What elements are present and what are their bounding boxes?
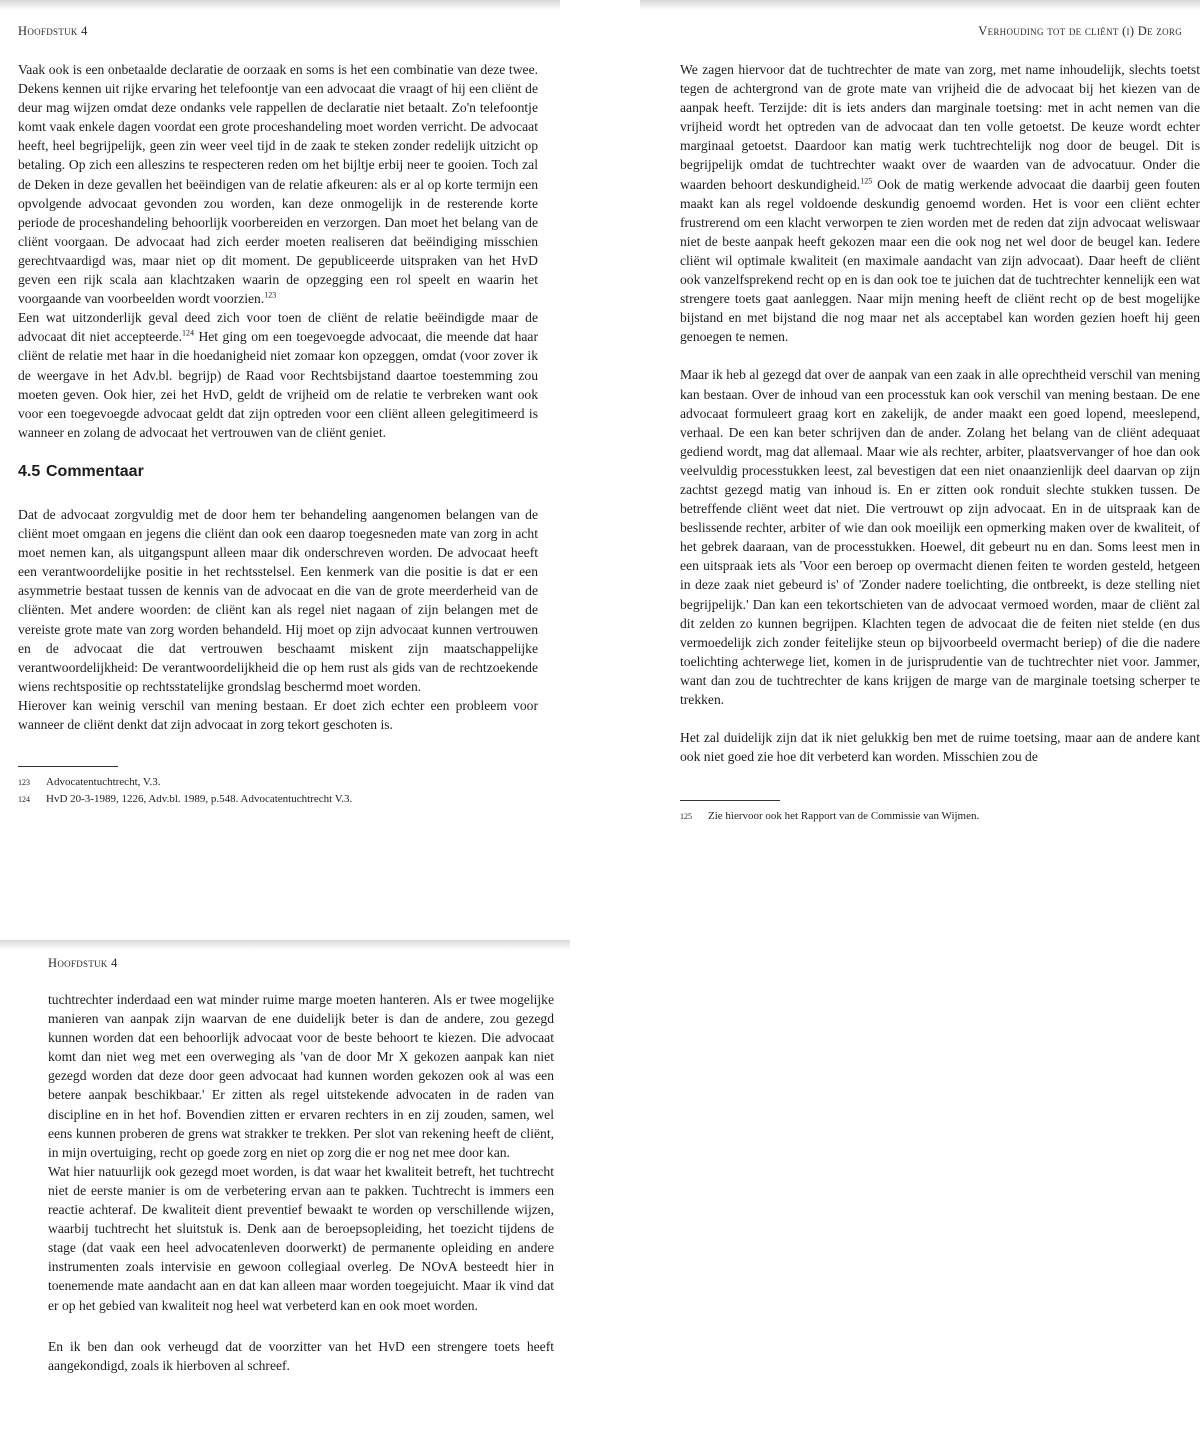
- paragraph: Maar ik heb al gezegd dat over de aanpak van een zaak in alle oprechtheid verschil van mening kan bestaan. Over de inhoud van een processtuk kan ook verschil van mening bestaan. De ene advocaat formuleert graag kort en zakelijk, de ander maakt een goed lopend, meeslepend, verhaal. De een kan beter schrijven dan de ander. Zolang het belang van de cliënt adequaat gediend wordt, mag dat allemaal. Maar wie als rechter, arbiter, plaatsvervanger of hoe dan ook veelvuldig processtukken leest, zal bevestigen dat een niet onaanzienlijk deel daarvan op zijn zachtst gezegd matig van inhoud is. En er zitten ook ronduit slechte stukken tussen. De betreffende cliënt weet dat niet. Die vertrouwt op zijn advocaat. En in de uitspraak kan de beslissende rechter, arbiter of wie dan ook moeilijk een opmerking maken over de kwaliteit, of het gebrek daaraan, van de processtukken. Hoewel, dit gebeurt nu en dan. Soms leest men in een uitspraak iets als 'Voor een beroep op overmacht dienen feiten te worden gesteld, hetgeen in deze zaak niet gebeurd is' of 'Zonder nadere toelichting, die ontbreekt, is deze stelling niet begrijpelijk.' Dan kan een tekortschieten van de advocaat vermoed worden, maar de cliënt zal dit zelden zo kunnen begrijpen. Klachten tegen de advocaat die de feiten niet stelde (en dus vermoedelijk zich zonder feitelijke steun op bijvoorbeeld overmacht beriep) of die die nadere toelichting achterwege liet, komen in de jurisprudentie van de tuchtrechter niet voor. Jammer, want dan zou de tuchtrechter de kans krijgen de marge van de marginale toetsing scherper te trekken.: [680, 367, 1200, 707]
- page-body: [680, 60, 1200, 766]
- footnote-ref: 123: [264, 290, 277, 300]
- footnote-rule: [680, 800, 780, 801]
- footnote-ref: 125: [860, 176, 873, 186]
- footnote: [18, 792, 538, 807]
- running-head: Verhouding tot de cliënt (i) De zorg: [978, 24, 1182, 38]
- page-body: [48, 990, 554, 1375]
- section-heading: [18, 462, 538, 481]
- footnote-rule: [18, 766, 118, 767]
- paragraph-text: We zagen hiervoor dat de tuchtrechter de mate van zorg, met name inhoudelijk, slechts toetst tegen de achtergrond van de grote mate van vrijheid die de advocaat bij het kiezen van de aanpak heeft. Terzijde: dit is iets anders dan marginale toetsing: met in acht nemen van die vrijheid wordt het optreden van de advocaat dan ten volle getoetst. De keuze wordt echter marginaal getoetst. Daardoor kan matig werk tuchtrechtelijk nog door de beugel. Dit is begrijpelijk omdat de tuchtrechter waakt over de waarden van de advocatuur. Onder die waarden behoort deskundigheid.: [680, 62, 1200, 192]
- footnotes: [18, 766, 538, 807]
- paragraph: [18, 60, 538, 308]
- page-edge-shadow: [0, 940, 570, 950]
- paragraph: En ik ben dan ook verheugd dat de voorzitter van het HvD een strengere toets heeft aangekondigd, zoals ik hierboven al schreef.: [48, 1338, 554, 1373]
- paragraph: [18, 308, 538, 442]
- running-head: Hoofdstuk 4: [18, 24, 88, 38]
- paragraph-text: Vaak ook is een onbetaalde declaratie de oorzaak en soms is het een combinatie van deze twee. Dekens kennen uit rijke ervaring het telefoontje van een advocaat die vraagt of hij een cliënt de deur mag wijzen omdat deze ondanks vele rappellen de declaratie niet betaalt. Zo'n telefoontje komt vaak enkele dagen voordat een grote proceshandeling moet worden verricht. De advocaat heeft, heel begrijpelijk, geen zin weer veel tijd in de zaak te steken zonder redelijk uitzicht op betaling. Op zich een alleszins te respecteren reden om het bijltje erbij neer te gooien. Toch zal de Deken in deze gevallen het beëindigen van de relatie afkeuren: als er al op korte termijn een opvolgende advocaat gevonden zou worden, kan deze onmogelijk in de resterende korte periode de proceshandeling behoorlijk voorbereiden en verzorgen. Dan moet het belang van de cliënt voorgaan. De advocaat had zich eerder moeten realiseren dat beëindiging misschien gerechtvaardigd was, maar niet op dit moment. De gepubliceerde uitspraken van het HvD geven een rijk scala aan klachtzaken waarin de opzegging een rol speelt en waarin het voorgaande van voorbeelden wordt voorzien.: [18, 62, 538, 307]
- page-body: [18, 60, 538, 734]
- section-number: 4.5: [18, 462, 41, 480]
- paragraph: Hierover kan weinig verschil van mening bestaan. Er doet zich echter een probleem voor wanneer de cliënt denkt dat zijn advocaat in zorg tekort geschoten is.: [18, 697, 538, 732]
- section-title: Commentaar: [46, 462, 144, 480]
- paragraph-text: Een wat uitzonderlijk geval deed zich voor toen de cliënt de relatie beëindigde maar de advocaat dit niet accepteerde.: [18, 310, 538, 345]
- paragraph-text: Het ging om een toegevoegde advocaat, die meende dat haar cliënt de relatie met haar in die hoedanigheid niet zomaar kon opzeggen, omdat (voor zover ik de weergave in het Adv.bl. begrijp) de Raad voor Rechtsbijstand daartoe toestemming zou moeten geven. Ook hier, zei het HvD, geldt de vrijheid om de relatie te verbreken want ook voor een toegevoegde advocaat geldt dat zijn optreden voor een cliënt alleen gelegitimeerd is wanneer en zolang de advocaat het vertrouwen van de cliënt geniet.: [18, 329, 538, 440]
- paragraph: Wat hier natuurlijk ook gezegd moet worden, is dat waar het kwaliteit betreft, het tuchtrecht niet de eerste manier is om de verbetering ervan aan te pakken. Tuchtrecht is immers een reactie achteraf. De kwaliteit dient preventief bewaakt te worden op verschillende wijzen, waarbij tuchtrecht het sluitstuk is. Denk aan de beroepsopleiding, het toezicht tijdens de stage (dat vaak een heel advocatenleven doorwerkt) de permanente opleiding en andere instrumenten zoals intervisie en gewoon collegiaal overleg. De NOvA besteedt hier in toenemende mate aandacht aan en dat kan alleen maar worden toegejuicht. Maar ik vind dat er op het gebied van kwaliteit nog heel wat verbeterd kan en ook moet worden.: [48, 1163, 554, 1313]
- footnote: [680, 809, 1200, 824]
- page-edge-shadow: [0, 0, 560, 10]
- footnote-ref: 124: [181, 328, 194, 338]
- paragraph: Het zal duidelijk zijn dat ik niet gelukkig ben met de ruime toetsing, maar aan de andere kant ook niet goed zie hoe dit verbeterd kan worden. Misschien zou de: [680, 730, 1200, 765]
- paragraph: [680, 60, 1200, 346]
- footnotes: [680, 800, 1200, 824]
- footnote: [18, 775, 538, 790]
- page-edge-shadow: [640, 0, 1200, 10]
- page-left-top: [0, 0, 560, 900]
- footnote-mark: 125: [680, 812, 692, 821]
- footnote-text: HvD 20-3-1989, 1226, Adv.bl. 1989, p.548. Advocatentuchtrecht V.3.: [46, 793, 353, 805]
- paragraph: Dat de advocaat zorgvuldig met de door hem ter behandeling aangenomen belangen van de cliënt moet omgaan en jegens die cliënt dan ook een daarop toegesneden mate van zorg in acht moet nemen kan, als uitgangspunt alleen maar dik onderschreven worden. De advocaat heeft een verantwoordelijke positie in het rechtsstelsel. Een kenmerk van die positie is dat er een asymmetrie bestaat tussen de kennis van de advocaat en die van de grote meerderheid van de cliënten. Met andere woorden: de cliënt kan als regel niet nagaan of zijn belangen met de vereiste grote mate van zorg worden behandeld. Hij moet op zijn advocaat kunnen vertrouwen en de advocaat die dat vertrouwen beschaamt miskent zijn maatschappelijke verantwoordelijkheid: De verantwoordelijkheid die op hem rust als gids van de rechtzoekende wiens rechtspositie op rechtsstatelijke grondslag beschermd moet worden.: [18, 506, 538, 694]
- footnote-text: Advocatentuchtrecht, V.3.: [46, 776, 161, 788]
- footnote-mark: 123: [18, 778, 30, 787]
- footnote-text: Zie hiervoor ook het Rapport van de Commissie van Wijmen.: [708, 810, 980, 822]
- page-left-bottom: [0, 940, 570, 1429]
- running-head: Hoofdstuk 4: [48, 956, 118, 970]
- paragraph: tuchtrechter inderdaad een wat minder ruime marge moeten hanteren. Als er twee mogelijke manieren van aanpak zijn waarvan de ene duidelijk beter is dan de andere, zou gezegd kunnen worden dat een behoorlijk advocaat voor de beste behoort te kiezen. Die advocaat komt dan niet weg met een overweging als 'van de door Mr X gekozen aanpak kan niet gezegd worden dat deze door geen advocaat had kunnen worden gekozen ook al was een betere aanpak beschikbaar.' Er zitten als regel uitstekende advocaten in de raden van discipline en in het hof. Bovendien zitten er ervaren rechters in en zij zouden, samen, wel eens kunnen proberen de grens wat strakker te trekken. Per slot van rekening heeft de cliënt, in mijn overtuiging, recht op goede zorg en niet op zorg die er nog net mee door kan.: [48, 992, 554, 1160]
- paragraph-text: Ook de matig werkende advocaat die daarbij geen fouten maakt kan als regel voldoende deskundig genoemd worden. Het is voor een cliënt echter frustrerend om een klacht verworpen te zien worden met de reden dat zijn advocaat weliswaar niet de beste aanpak heeft gekozen maar een die ook nog net wel door de beugel kan. Iedere cliënt wil optimale kwaliteit (en maximale aandacht van zijn advocaat). Daar heeft de cliënt ook vanzelfsprekend recht op en is dan ook toe te juichen dat de tuchtrechter kennelijk een wat strengere toets gaat aanleggen. Naar mijn mening heeft de cliënt recht op de best mogelijke bijstand en met bijstand die nog maar net als acceptabel kan worden gezien hoeft hij geen genoegen te nemen.: [680, 176, 1200, 345]
- page-right-top: [640, 0, 1200, 900]
- footnote-mark: 124: [18, 795, 30, 804]
